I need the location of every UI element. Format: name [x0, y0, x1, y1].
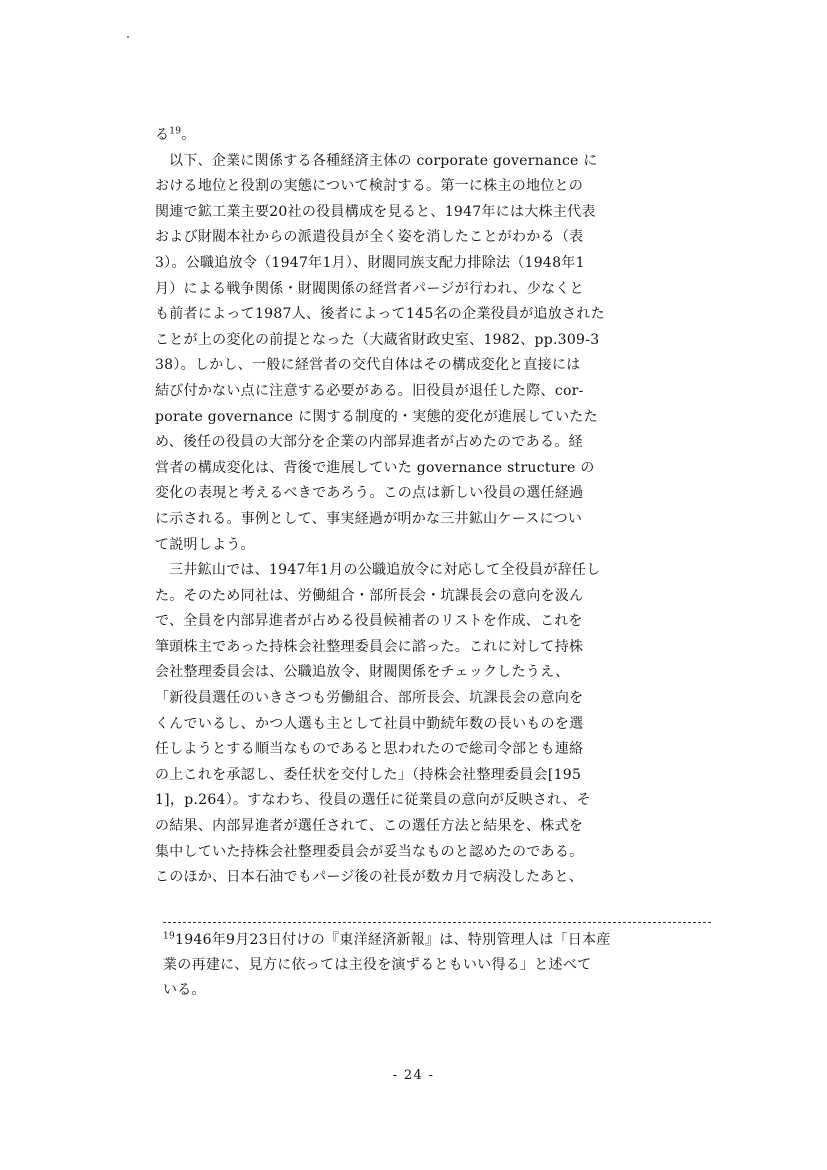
body-line-text: る	[155, 127, 170, 143]
body-line	[155, 251, 715, 277]
body-line-text: で、全員を内部昇進者が占める役員候補者のリストを作成、これを	[155, 613, 583, 630]
body-line	[155, 481, 715, 507]
body-line	[155, 149, 715, 175]
body-line-text: 三井鉱山では、1947年1月の公職追放令に対応して全役員が辞任し	[169, 562, 601, 579]
body-line	[155, 302, 715, 328]
body-line	[155, 609, 715, 635]
footnote	[163, 928, 715, 1003]
body-line	[155, 405, 715, 431]
footnote-line	[163, 978, 715, 1003]
body-line-text: 月）による戦争関係・財閥関係の経営者パージが行われ、少なくと	[155, 280, 584, 297]
footnote-line	[163, 928, 715, 953]
body-line	[155, 584, 715, 610]
body-line-text: 「新役員選任のいきさつも労働組合、部所長会、坑課長会の意向を	[155, 690, 584, 707]
body-line	[155, 788, 715, 814]
body-line-text: た。そのため同社は、労働組合・部所長会・坑課長会の意向を汲ん	[155, 587, 584, 604]
body-line	[155, 712, 715, 738]
body-line-text: および財閥本社からの派遣役員が全く姿を消したことがわかる（表	[155, 229, 584, 246]
body-line	[155, 737, 715, 763]
body-line-text: 以下、企業に関係する各種経済主体の corporate governance に	[169, 152, 598, 169]
body-line-text: porate governance に関する制度的・実態的変化が進展していたた	[155, 408, 598, 425]
body-line-text: 結び付かない点に注意する必要がある。旧役員が退任した際、cor-	[155, 382, 584, 399]
body-line-text: 集中していた持株会社整理委員会が妥当なものと認めたのである。	[155, 843, 584, 860]
body-line	[155, 430, 715, 456]
body-line	[155, 200, 715, 226]
body-line	[155, 558, 715, 584]
footnote-marker: 19	[163, 931, 176, 942]
body-line-text: て説明しよう。	[155, 536, 255, 553]
body-line	[155, 763, 715, 789]
body-line	[155, 814, 715, 840]
body-line-punctuation: 。	[181, 127, 196, 143]
body-line-text: ことが上の変化の前提となった（大蔵省財政史室、1982、pp.309-3	[155, 331, 600, 348]
body-line	[155, 353, 715, 379]
footnote-reference: 19	[169, 126, 182, 137]
body-line	[155, 686, 715, 712]
body-line-text: の上これを承認し、委任状を交付した」（持株会社整理委員会[195	[155, 766, 582, 783]
body-line-text: 筆頭株主であった持株会社整理委員会に諮った。これに対して持株	[155, 638, 584, 655]
body-line-text: も前者によって1987人、後者によって145名の企業役員が追放された	[155, 306, 605, 323]
body-line-text: 会社整理委員会は、公職追放令、財閥関係をチェックしたうえ、	[155, 664, 570, 681]
body-line-text: に示される。事例として、事実経過が明かな三井鉱山ケースについ	[155, 510, 583, 527]
body-line-text: このほか、日本石油でもパージ後の社長が数カ月で病没したあと、	[155, 869, 584, 886]
body-line-text: 関連で鉱工業主要20社の役員構成を見ると、1947年には大株主代表	[155, 203, 596, 220]
body-line	[155, 123, 715, 149]
body-line-text: おける地位と役割の実態について検討する。第一に株主の地位との	[155, 178, 584, 195]
body-line	[155, 277, 715, 303]
footnote-text: いる。	[163, 982, 206, 998]
body-line-text: の結果、内部昇進者が選任されて、この選任方法と結果を、株式を	[155, 818, 584, 835]
footnote-line	[163, 953, 715, 978]
footnote-text: 1946年9月23日付けの『東洋経済新報』は、特別管理人は「日本産	[175, 932, 611, 948]
page-number: - 24 -	[392, 1068, 435, 1083]
body-line-text: 38）。しかし、一般に経営者の交代自体はその構成変化と直接には	[155, 357, 581, 374]
body-line-text: 営者の構成変化は、背後で進展していた governance structure の	[155, 459, 595, 476]
body-line	[155, 507, 715, 533]
body-line	[155, 225, 715, 251]
body-line-text: 任しようとする順当なものであると思われたので総司令部とも連絡	[155, 741, 584, 758]
body-line	[155, 174, 715, 200]
body-text	[155, 123, 715, 891]
body-line-text: くんでいるし、かつ人選も主として社員中勤続年数の長いものを選	[155, 715, 584, 732]
body-line	[155, 840, 715, 866]
footnote-text: 業の再建に、見方に依っては主役を演ずるともいい得る」と述べて	[163, 957, 592, 973]
body-line	[155, 456, 715, 482]
body-line	[155, 865, 715, 891]
body-line-text: 1]，p.264）。すなわち、役員の選任に従業員の意向が反映され、そ	[155, 792, 591, 809]
body-line	[155, 635, 715, 661]
body-line-text: 変化の表現と考えるべきであろう。この点は新しい役員の選任経過	[155, 485, 584, 502]
footnote-separator	[163, 922, 711, 923]
body-line	[155, 379, 715, 405]
body-line-text: 3）。公職追放令（1947年1月）、財閥同族支配力排除法（1948年1	[155, 254, 585, 271]
body-line	[155, 660, 715, 686]
body-line-text: め、後任の役員の大部分を企業の内部昇進者が占めたのである。経	[155, 434, 583, 451]
body-line	[155, 533, 715, 559]
body-line	[155, 328, 715, 354]
scan-speck	[127, 36, 129, 38]
